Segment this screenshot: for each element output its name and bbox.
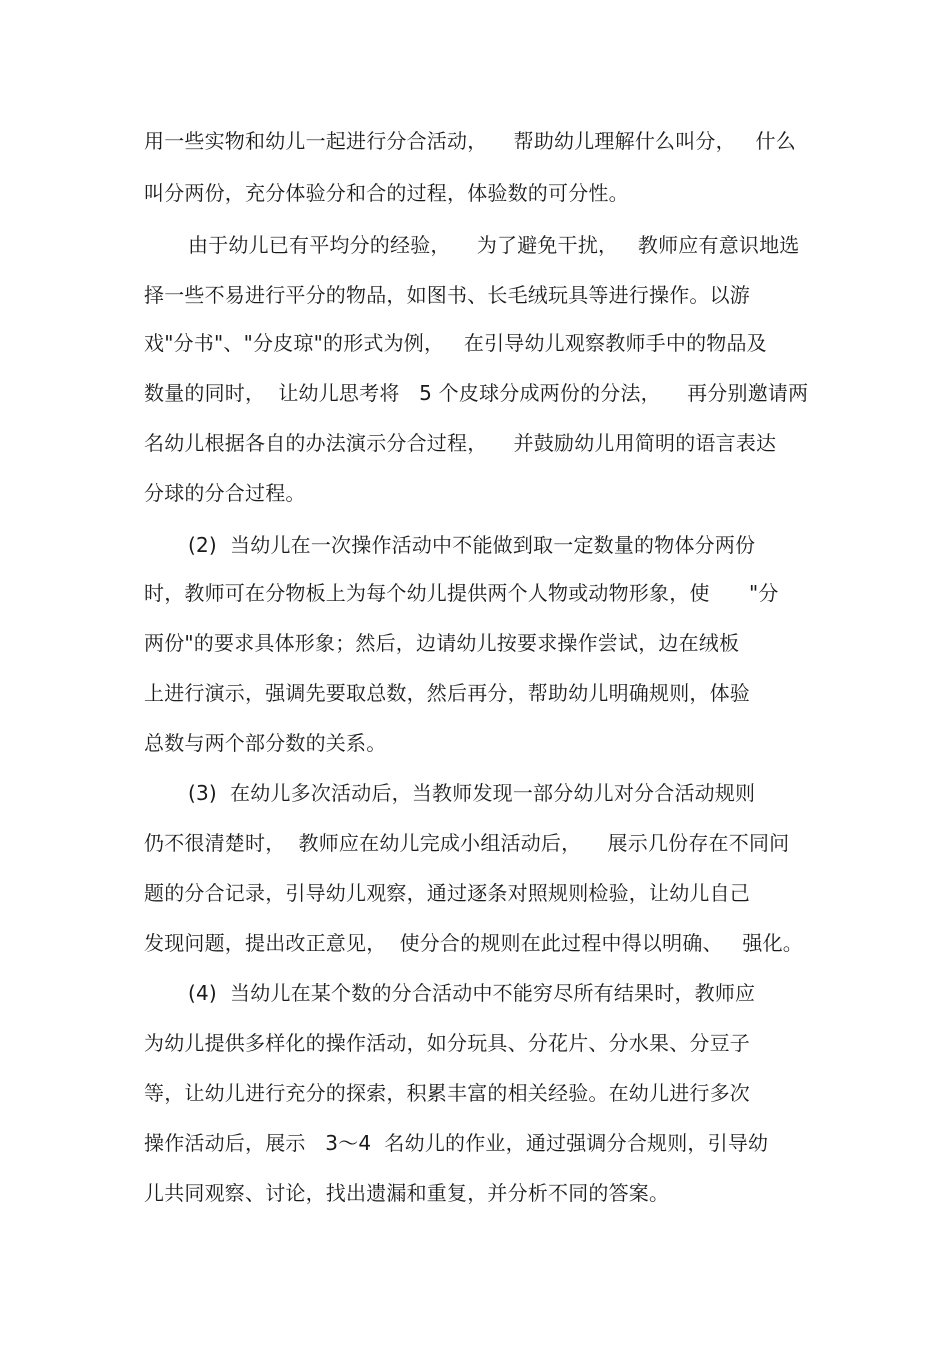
text-line: 数量的同时， 让幼儿思考将 5 个皮球分成两份的分法， 再分别邀请两 <box>144 381 809 405</box>
text-line: 戏"分书"、"分皮琼"的形式为例， 在引导幼儿观察教师手中的物品及 <box>144 331 767 355</box>
text-line: 发现问题，提出改正意见， 使分合的规则在此过程中得以明确、 强化。 <box>144 931 803 955</box>
text-line: 儿共同观察、讨论，找出遗漏和重复，并分析不同的答案。 <box>144 1181 670 1205</box>
text-line: 叫分两份，充分体验分和合的过程，体验数的可分性。 <box>144 181 629 205</box>
text-line: 等，让幼儿进行充分的探索，积累丰富的相关经验。在幼儿进行多次 <box>144 1081 750 1105</box>
text-line: 名幼儿根据各自的办法演示分合过程， 并鼓励幼儿用简明的语言表达 <box>144 431 777 455</box>
text-line: 仍不很清楚时， 教师应在幼儿完成小组活动后， 展示几份存在不同问 <box>144 831 790 855</box>
text-line: (2) 当幼儿在一次操作活动中不能做到取一定数量的物体分两份 <box>188 533 756 557</box>
text-line: 用一些实物和幼儿一起进行分合活动， 帮助幼儿理解什么叫分， 什么 <box>144 129 796 153</box>
text-line: 择一些不易进行平分的物品，如图书、长毛绒玩具等进行操作。以游 <box>144 283 750 307</box>
text-line: 分球的分合过程。 <box>144 481 306 505</box>
text-line: 为幼儿提供多样化的操作活动，如分玩具、分花片、分水果、分豆子 <box>144 1031 750 1055</box>
text-line: (4) 当幼儿在某个数的分合活动中不能穷尽所有结果时，教师应 <box>188 981 756 1005</box>
text-line: (3) 在幼儿多次活动后，当教师发现一部分幼儿对分合活动规则 <box>188 781 756 805</box>
text-line: 上进行演示，强调先要取总数，然后再分，帮助幼儿明确规则，体验 <box>144 681 750 705</box>
text-line: 由于幼儿已有平均分的经验， 为了避免干扰， 教师应有意识地选 <box>188 233 800 257</box>
text-line: 操作活动后，展示 3～4 名幼儿的作业，通过强调分合规则，引导幼 <box>144 1131 769 1155</box>
text-line: 两份"的要求具体形象；然后，边请幼儿按要求操作尝试，边在绒板 <box>144 631 740 655</box>
text-line: 时，教师可在分物板上为每个幼儿提供两个人物或动物形象，使 "分 <box>144 581 779 605</box>
text-line: 总数与两个部分数的关系。 <box>144 731 387 755</box>
text-line: 题的分合记录，引导幼儿观察，通过逐条对照规则检验，让幼儿自己 <box>144 881 750 905</box>
